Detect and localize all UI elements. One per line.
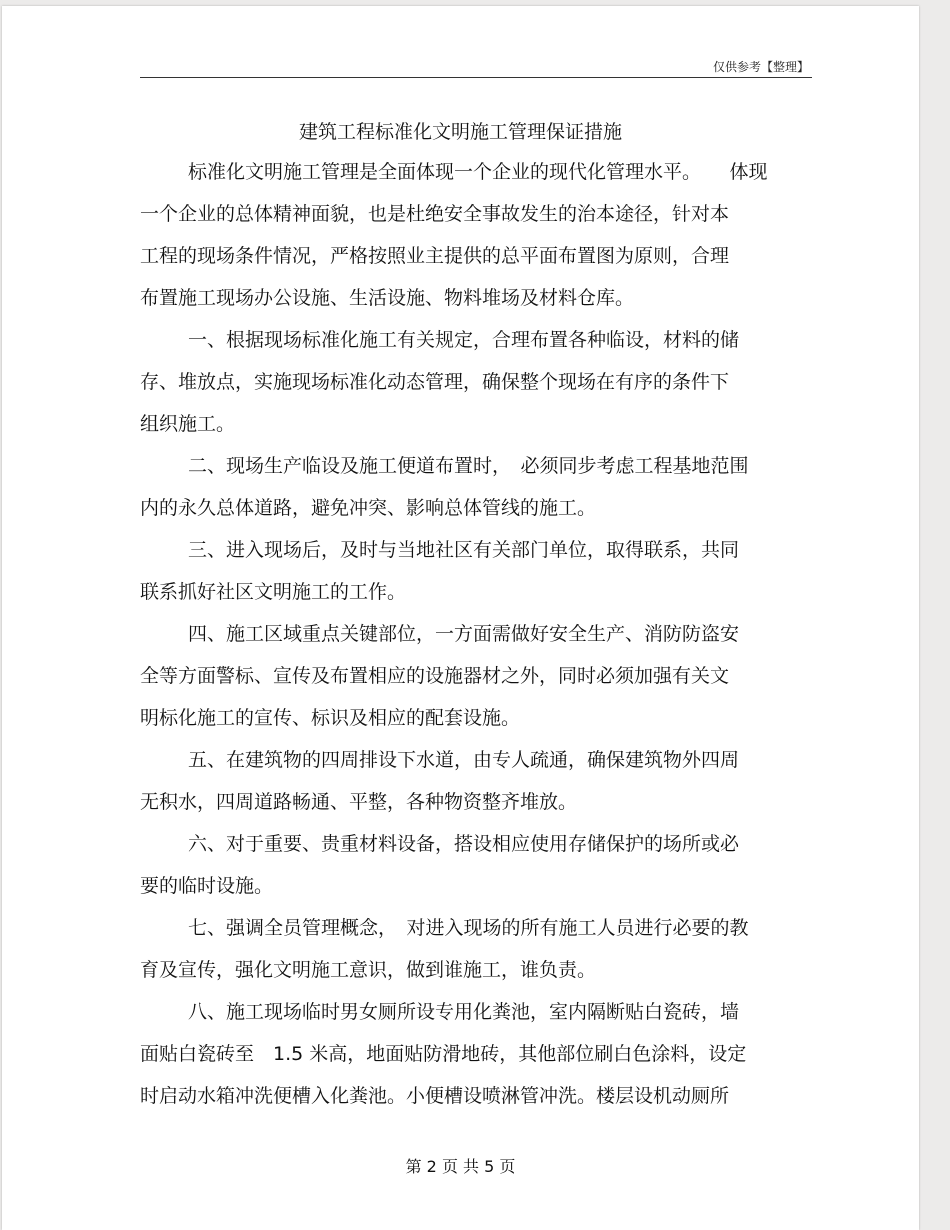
document-page <box>2 6 919 1230</box>
paragraph-line: 时启动水箱冲洗便槽入化粪池。小便槽设喷淋管冲洗。楼层设机动厕所 <box>140 1085 730 1107</box>
paragraph-line: 全等方面警标、宣传及布置相应的设施器材之外，同时必须加强有关文 <box>140 665 730 687</box>
paragraph-line: 明标化施工的宣传、标识及相应的配套设施。 <box>140 707 521 729</box>
paragraph-line: 一个企业的总体精神面貌，也是杜绝安全事故发生的治本途径，针对本 <box>140 203 730 225</box>
paragraph-line: 组织施工。 <box>140 413 236 435</box>
paragraph-line: 三、进入现场后，及时与当地社区有关部门单位，取得联系，共同 <box>188 539 740 561</box>
paragraph-line: 存、堆放点，实施现场标准化动态管理，确保整个现场在有序的条件下 <box>140 371 730 393</box>
page-number-footer: 第 2 页 共 5 页 <box>405 1157 516 1176</box>
paragraph-line: 工程的现场条件情况，严格按照业主提供的总平面布置图为原则，合理 <box>140 245 730 267</box>
paragraph-line: 七、强调全员管理概念， 对进入现场的所有施工人员进行必要的教 <box>188 917 749 939</box>
paragraph-line: 布置施工现场办公设施、生活设施、物料堆场及材料仓库。 <box>140 287 635 309</box>
paragraph-line: 育及宣传，强化文明施工意识，做到谁施工，谁负责。 <box>140 959 597 981</box>
paragraph-line: 标准化文明施工管理是全面体现一个企业的现代化管理水平。 体现 <box>188 161 768 183</box>
paragraph-line: 面贴白瓷砖至 1.5 米高，地面贴防滑地砖，其他部位刷白色涂料，设定 <box>140 1043 747 1065</box>
paragraph-line: 二、现场生产临设及施工便道布置时， 必须同步考虑工程基地范围 <box>188 455 749 477</box>
paragraph-line: 无积水，四周道路畅通、平整，各种物资整齐堆放。 <box>140 791 578 813</box>
document-title: 建筑工程标准化文明施工管理保证措施 <box>298 121 622 143</box>
paragraph-line: 内的永久总体道路，避免冲突、影响总体管线的施工。 <box>140 497 597 519</box>
page-header-label: 仅供参考【整理】 <box>712 60 809 74</box>
header-divider <box>140 77 812 78</box>
document-body <box>140 151 812 1117</box>
paragraph-line: 八、施工现场临时男女厕所设专用化粪池，室内隔断贴白瓷砖，墙 <box>188 1001 740 1023</box>
paragraph-line: 六、对于重要、贵重材料设备，搭设相应使用存储保护的场所或必 <box>188 833 740 855</box>
paragraph-line: 要的临时设施。 <box>140 875 274 897</box>
paragraph-line: 五、在建筑物的四周排设下水道，由专人疏通，确保建筑物外四周 <box>188 749 740 771</box>
paragraph-line: 联系抓好社区文明施工的工作。 <box>140 581 407 603</box>
paragraph-line: 四、施工区域重点关键部位，一方面需做好安全生产、消防防盗安 <box>188 623 740 645</box>
paragraph-line: 一、根据现场标准化施工有关规定，合理布置各种临设，材料的储 <box>188 329 740 351</box>
